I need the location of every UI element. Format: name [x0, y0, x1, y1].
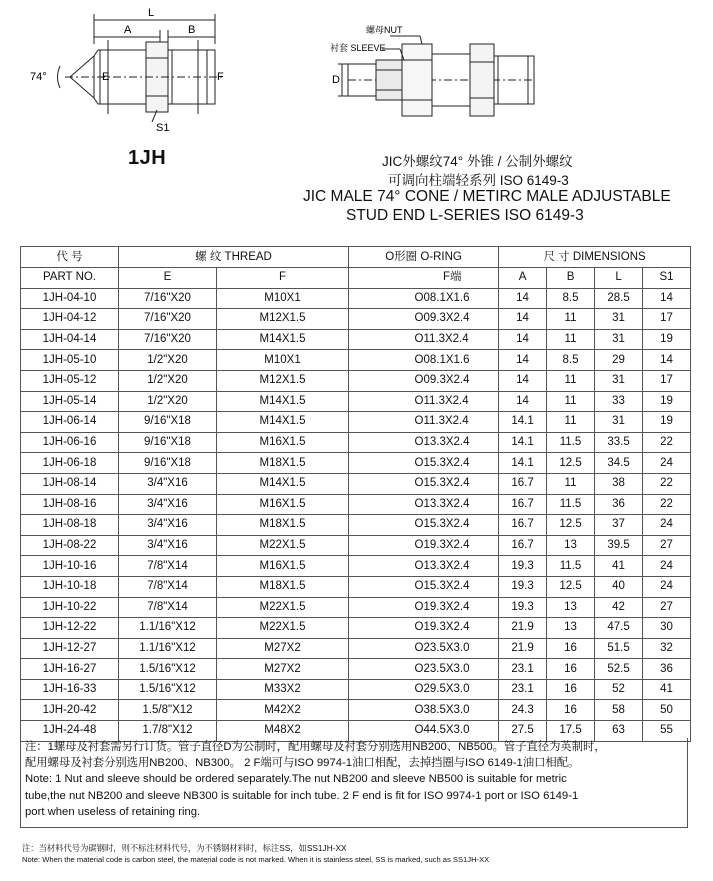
dim-A-label: A [124, 24, 132, 36]
cell-thread-f: M18X1.5 [217, 515, 349, 536]
dim-L-label: L [148, 7, 155, 19]
table-row [21, 432, 691, 453]
cell-oring: O11.3X2.4 [407, 412, 499, 433]
cell-thread-e: 3/4"X16 [119, 473, 217, 494]
cell-part-no: 1JH-10-22 [21, 597, 119, 618]
cell-oring-blank [349, 597, 407, 618]
note-cn-line-2: 配用螺母及衬套分别选用NB200、NB300。 2 F端可与ISO 9974-1油口相配，去掉挡圈与ISO 6149-1油口相配。 [25, 757, 580, 770]
cell-dim-s1: 17 [643, 370, 691, 391]
footer-note-en: Note: When the material code is carbon steel, the material code is not marked. When it is stainless steel, SS is marked, such as SS1JH-XX [22, 855, 490, 864]
cell-dim-s1: 36 [643, 659, 691, 680]
cell-dim-l: 31 [595, 412, 643, 433]
cell-dim-a: 16.7 [499, 473, 547, 494]
cell-dim-l: 31 [595, 329, 643, 350]
cell-thread-f: M14X1.5 [217, 473, 349, 494]
note-en-line-2: tube,the nut NB200 and sleeve NB300 is suitable for inch tube. 2 F end is fit for ISO 9974-1 port or ISO 6149-1 [25, 789, 579, 802]
angle-label: 74° [30, 71, 47, 83]
cell-thread-e: 1/2"X20 [119, 350, 217, 371]
cell-dim-s1: 24 [643, 453, 691, 474]
dim-B-label: B [188, 24, 196, 36]
header-dim-a: A [499, 268, 547, 289]
cell-dim-b: 11 [547, 412, 595, 433]
cell-thread-f: M12X1.5 [217, 370, 349, 391]
cell-dim-s1: 27 [643, 535, 691, 556]
cell-thread-f: M10X1 [217, 288, 349, 309]
cell-dim-b: 11.5 [547, 494, 595, 515]
cell-part-no: 1JH-06-14 [21, 412, 119, 433]
cell-thread-e: 7/16"X20 [119, 329, 217, 350]
table-row [21, 556, 691, 577]
table-row [21, 473, 691, 494]
table-row [21, 515, 691, 536]
cell-dim-l: 37 [595, 515, 643, 536]
cell-dim-a: 19.3 [499, 556, 547, 577]
cell-thread-e: 7/8"X14 [119, 597, 217, 618]
cell-oring-blank [349, 618, 407, 639]
cell-thread-f: M14X1.5 [217, 412, 349, 433]
note-cn-line-1: 注：1螺母及衬套需另行订货。管子直径D为公制时，配用螺母及衬套分别选用NB200、NB500。管子直径为英制时， [25, 741, 606, 753]
table-row [21, 309, 691, 330]
header-dimensions: 尺 寸 DIMENSIONS [499, 247, 691, 268]
cell-dim-b: 11 [547, 370, 595, 391]
header-dim-s1: S1 [643, 268, 691, 289]
cell-dim-s1: 14 [643, 288, 691, 309]
table-row [21, 535, 691, 556]
cell-oring-blank [349, 309, 407, 330]
cell-dim-a: 19.3 [499, 597, 547, 618]
cell-oring-blank [349, 453, 407, 474]
cell-dim-b: 16 [547, 700, 595, 721]
cell-dim-s1: 27 [643, 597, 691, 618]
cell-oring: O15.3X2.4 [407, 473, 499, 494]
cell-dim-b: 11 [547, 309, 595, 330]
note-en-line-1: Note: 1 Nut and sleeve should be ordered separately.The nut NB200 and sleeve NB500 is suitable for metric [25, 773, 567, 786]
cell-dim-l: 33.5 [595, 432, 643, 453]
cell-dim-b: 16 [547, 638, 595, 659]
cell-thread-e: 1.1/16"X12 [119, 638, 217, 659]
dim-D-label: D [332, 74, 340, 86]
header-dim-l: L [595, 268, 643, 289]
cell-thread-f: M12X1.5 [217, 309, 349, 330]
header-part-cn: 代 号 [21, 247, 119, 268]
cell-thread-e: 9/16"X18 [119, 412, 217, 433]
cell-thread-f: M22X1.5 [217, 618, 349, 639]
cell-dim-l: 31 [595, 370, 643, 391]
cell-dim-b: 16 [547, 659, 595, 680]
cell-oring-blank [349, 700, 407, 721]
cell-dim-a: 23.1 [499, 659, 547, 680]
cell-part-no: 1JH-04-12 [21, 309, 119, 330]
cell-dim-b: 8.5 [547, 350, 595, 371]
cell-dim-a: 16.7 [499, 515, 547, 536]
cell-oring-blank [349, 391, 407, 412]
cell-oring: O15.3X2.4 [407, 453, 499, 474]
cell-dim-b: 13 [547, 597, 595, 618]
cell-oring: O44.5X3.0 [407, 721, 499, 742]
cell-thread-f: M10X1 [217, 350, 349, 371]
cell-thread-e: 1.5/16"X12 [119, 659, 217, 680]
table-row [21, 597, 691, 618]
cell-dim-a: 14 [499, 288, 547, 309]
cell-dim-l: 51.5 [595, 638, 643, 659]
cell-oring: O13.3X2.4 [407, 432, 499, 453]
title-en-line-2: STUD END L-SERIES ISO 6149-3 [346, 207, 584, 224]
cell-thread-f: M48X2 [217, 721, 349, 742]
cell-dim-a: 16.7 [499, 535, 547, 556]
cell-oring-blank [349, 432, 407, 453]
table-row [21, 494, 691, 515]
cell-thread-e: 3/4"X16 [119, 535, 217, 556]
cell-dim-b: 16 [547, 679, 595, 700]
cell-dim-l: 52 [595, 679, 643, 700]
cell-part-no: 1JH-04-10 [21, 288, 119, 309]
cell-dim-l: 39.5 [595, 535, 643, 556]
spec-table-body [21, 288, 691, 741]
sleeve-label: 衬套 SLEEVE [330, 43, 386, 53]
dim-E-label: E [102, 71, 110, 83]
notes-box [20, 738, 688, 828]
cell-dim-s1: 22 [643, 432, 691, 453]
cell-part-no: 1JH-10-18 [21, 576, 119, 597]
cell-thread-e: 1.7/8"X12 [119, 721, 217, 742]
header-thread-f: F [217, 268, 349, 289]
cell-part-no: 1JH-06-16 [21, 432, 119, 453]
cell-thread-e: 1.5/16"X12 [119, 679, 217, 700]
cell-dim-a: 23.1 [499, 679, 547, 700]
cell-dim-l: 40 [595, 576, 643, 597]
table-row [21, 288, 691, 309]
cell-oring: O38.5X3.0 [407, 700, 499, 721]
cell-part-no: 1JH-05-10 [21, 350, 119, 371]
title-cn-line-2: 可调向柱端轻系列 ISO 6149-3 [388, 173, 569, 188]
table-row [21, 391, 691, 412]
cell-thread-e: 1.1/16"X12 [119, 618, 217, 639]
cell-thread-f: M16X1.5 [217, 494, 349, 515]
cell-part-no: 1JH-20-42 [21, 700, 119, 721]
note-en-line-3: port when useless of retaining ring. [25, 805, 201, 818]
nut-label: 螺母NUT [366, 25, 403, 35]
cell-oring-blank [349, 535, 407, 556]
cell-thread-f: M14X1.5 [217, 329, 349, 350]
cell-part-no: 1JH-12-22 [21, 618, 119, 639]
cell-oring-blank [349, 515, 407, 536]
cell-dim-l: 42 [595, 597, 643, 618]
cell-oring: O11.3X2.4 [407, 391, 499, 412]
cell-thread-f: M22X1.5 [217, 535, 349, 556]
table-row [21, 329, 691, 350]
cell-dim-b: 11.5 [547, 556, 595, 577]
cell-dim-a: 24.3 [499, 700, 547, 721]
cell-dim-s1: 50 [643, 700, 691, 721]
cell-dim-s1: 19 [643, 412, 691, 433]
cell-thread-f: M14X1.5 [217, 391, 349, 412]
cell-dim-s1: 55 [643, 721, 691, 742]
cell-dim-s1: 30 [643, 618, 691, 639]
cell-oring-blank [349, 329, 407, 350]
cell-dim-s1: 22 [643, 473, 691, 494]
cell-oring-blank [349, 659, 407, 680]
cell-oring-blank [349, 494, 407, 515]
cell-dim-a: 14 [499, 350, 547, 371]
cell-part-no: 1JH-24-48 [21, 721, 119, 742]
cell-dim-a: 14.1 [499, 432, 547, 453]
cell-oring-blank [349, 679, 407, 700]
cell-thread-e: 1/2"X20 [119, 370, 217, 391]
cell-dim-b: 12.5 [547, 576, 595, 597]
cell-part-no: 1JH-04-14 [21, 329, 119, 350]
cell-dim-b: 11.5 [547, 432, 595, 453]
table-row [21, 350, 691, 371]
cell-part-no: 1JH-08-16 [21, 494, 119, 515]
cell-oring: O13.3X2.4 [407, 556, 499, 577]
cell-oring: O15.3X2.4 [407, 576, 499, 597]
cell-dim-l: 63 [595, 721, 643, 742]
table-row [21, 700, 691, 721]
fitting-drawing-left [20, 0, 230, 145]
cell-thread-f: M18X1.5 [217, 453, 349, 474]
model-code: 1JH [128, 147, 167, 169]
spec-table [20, 246, 691, 742]
cell-dim-a: 14 [499, 309, 547, 330]
cell-dim-s1: 22 [643, 494, 691, 515]
cell-dim-l: 28.5 [595, 288, 643, 309]
cell-thread-e: 3/4"X16 [119, 515, 217, 536]
cell-dim-a: 27.5 [499, 721, 547, 742]
table-row [21, 618, 691, 639]
cell-dim-b: 8.5 [547, 288, 595, 309]
cell-part-no: 1JH-16-33 [21, 679, 119, 700]
cell-thread-e: 7/8"X14 [119, 576, 217, 597]
header-oring: O形圈 O-RING [349, 247, 499, 268]
cell-oring: O29.5X3.0 [407, 679, 499, 700]
cell-thread-f: M22X1.5 [217, 597, 349, 618]
cell-dim-b: 11 [547, 473, 595, 494]
cell-dim-b: 12.5 [547, 515, 595, 536]
header-part-en: PART NO. [21, 268, 119, 289]
cell-thread-e: 1/2"X20 [119, 391, 217, 412]
cell-dim-s1: 24 [643, 576, 691, 597]
cell-dim-b: 17.5 [547, 721, 595, 742]
cell-part-no: 1JH-10-16 [21, 556, 119, 577]
cell-oring-blank [349, 370, 407, 391]
cell-dim-b: 12.5 [547, 453, 595, 474]
cell-oring: O11.3X2.4 [407, 329, 499, 350]
table-row [21, 453, 691, 474]
cell-thread-f: M16X1.5 [217, 432, 349, 453]
cell-thread-e: 7/16"X20 [119, 288, 217, 309]
table-row [21, 412, 691, 433]
cell-dim-l: 47.5 [595, 618, 643, 639]
cell-thread-e: 7/16"X20 [119, 309, 217, 330]
cell-oring: O19.3X2.4 [407, 535, 499, 556]
table-row [21, 659, 691, 680]
cell-oring: O23.5X3.0 [407, 659, 499, 680]
table-row [21, 576, 691, 597]
cell-part-no: 1JH-05-14 [21, 391, 119, 412]
cell-thread-f: M27X2 [217, 659, 349, 680]
cell-oring-blank [349, 350, 407, 371]
cell-dim-s1: 24 [643, 515, 691, 536]
cell-thread-e: 9/16"X18 [119, 453, 217, 474]
header-oring-f: F端 [407, 268, 499, 289]
cell-oring: O08.1X1.6 [407, 288, 499, 309]
cell-part-no: 1JH-08-22 [21, 535, 119, 556]
header-thread-e: E [119, 268, 217, 289]
fitting-drawing-right [330, 0, 550, 145]
cell-thread-e: 9/16"X18 [119, 432, 217, 453]
cell-oring-blank [349, 638, 407, 659]
cell-part-no: 1JH-06-18 [21, 453, 119, 474]
cell-thread-f: M18X1.5 [217, 576, 349, 597]
cell-part-no: 1JH-16-27 [21, 659, 119, 680]
cell-dim-b: 11 [547, 391, 595, 412]
cell-dim-l: 41 [595, 556, 643, 577]
cell-dim-l: 52.5 [595, 659, 643, 680]
cell-thread-f: M16X1.5 [217, 556, 349, 577]
cell-oring: O19.3X2.4 [407, 597, 499, 618]
dim-F-label: F [217, 71, 224, 83]
cell-dim-a: 19.3 [499, 576, 547, 597]
title-cn-line-1: JIC外螺纹74° 外锥 / 公制外螺纹 [382, 154, 573, 169]
table-row [21, 638, 691, 659]
cell-dim-l: 31 [595, 309, 643, 330]
cell-oring: O09.3X2.4 [407, 370, 499, 391]
cell-dim-b: 11 [547, 329, 595, 350]
cell-dim-s1: 32 [643, 638, 691, 659]
cell-dim-s1: 41 [643, 679, 691, 700]
cell-oring-blank [349, 556, 407, 577]
cell-thread-f: M33X2 [217, 679, 349, 700]
table-row [21, 370, 691, 391]
cell-oring: O09.3X2.4 [407, 309, 499, 330]
cell-oring: O19.3X2.4 [407, 618, 499, 639]
cell-dim-a: 14.1 [499, 412, 547, 433]
cell-dim-b: 13 [547, 535, 595, 556]
cell-dim-a: 14 [499, 391, 547, 412]
header-thread: 螺 纹 THREAD [119, 247, 349, 268]
cell-oring: O08.1X1.6 [407, 350, 499, 371]
cell-thread-e: 3/4"X16 [119, 494, 217, 515]
cell-dim-s1: 24 [643, 556, 691, 577]
header-oring-blank [349, 268, 407, 289]
cell-part-no: 1JH-08-14 [21, 473, 119, 494]
cell-dim-a: 14 [499, 329, 547, 350]
cell-oring-blank [349, 576, 407, 597]
cell-oring: O23.5X3.0 [407, 638, 499, 659]
cell-thread-f: M27X2 [217, 638, 349, 659]
cell-oring-blank [349, 288, 407, 309]
cell-oring-blank [349, 473, 407, 494]
cell-dim-a: 16.7 [499, 494, 547, 515]
table-row [21, 679, 691, 700]
cell-dim-l: 36 [595, 494, 643, 515]
cell-dim-l: 33 [595, 391, 643, 412]
cell-part-no: 1JH-08-18 [21, 515, 119, 536]
cell-oring: O15.3X2.4 [407, 515, 499, 536]
cell-thread-e: 1.5/8"X12 [119, 700, 217, 721]
cell-dim-a: 21.9 [499, 638, 547, 659]
cell-dim-l: 34.5 [595, 453, 643, 474]
cell-dim-s1: 19 [643, 329, 691, 350]
cell-oring: O13.3X2.4 [407, 494, 499, 515]
cell-thread-f: M42X2 [217, 700, 349, 721]
title-en-line-1: JIC MALE 74° CONE / METIRC MALE ADJUSTABLE [303, 188, 671, 205]
cell-dim-a: 14 [499, 370, 547, 391]
header-dim-b: B [547, 268, 595, 289]
cell-dim-s1: 19 [643, 391, 691, 412]
cell-dim-a: 14.1 [499, 453, 547, 474]
cell-oring-blank [349, 412, 407, 433]
cell-dim-s1: 17 [643, 309, 691, 330]
cell-dim-l: 38 [595, 473, 643, 494]
dim-S1-label: S1 [156, 122, 170, 134]
cell-dim-s1: 14 [643, 350, 691, 371]
footer-note-cn: 注：当材料代号为碳钢时，则不标注材料代号，为不锈钢材料时，标注SS，如SS1JH-XX [22, 843, 347, 853]
cell-dim-l: 58 [595, 700, 643, 721]
cell-dim-a: 21.9 [499, 618, 547, 639]
cell-dim-b: 13 [547, 618, 595, 639]
cell-thread-e: 7/8"X14 [119, 556, 217, 577]
cell-dim-l: 29 [595, 350, 643, 371]
cell-part-no: 1JH-12-27 [21, 638, 119, 659]
cell-part-no: 1JH-05-12 [21, 370, 119, 391]
